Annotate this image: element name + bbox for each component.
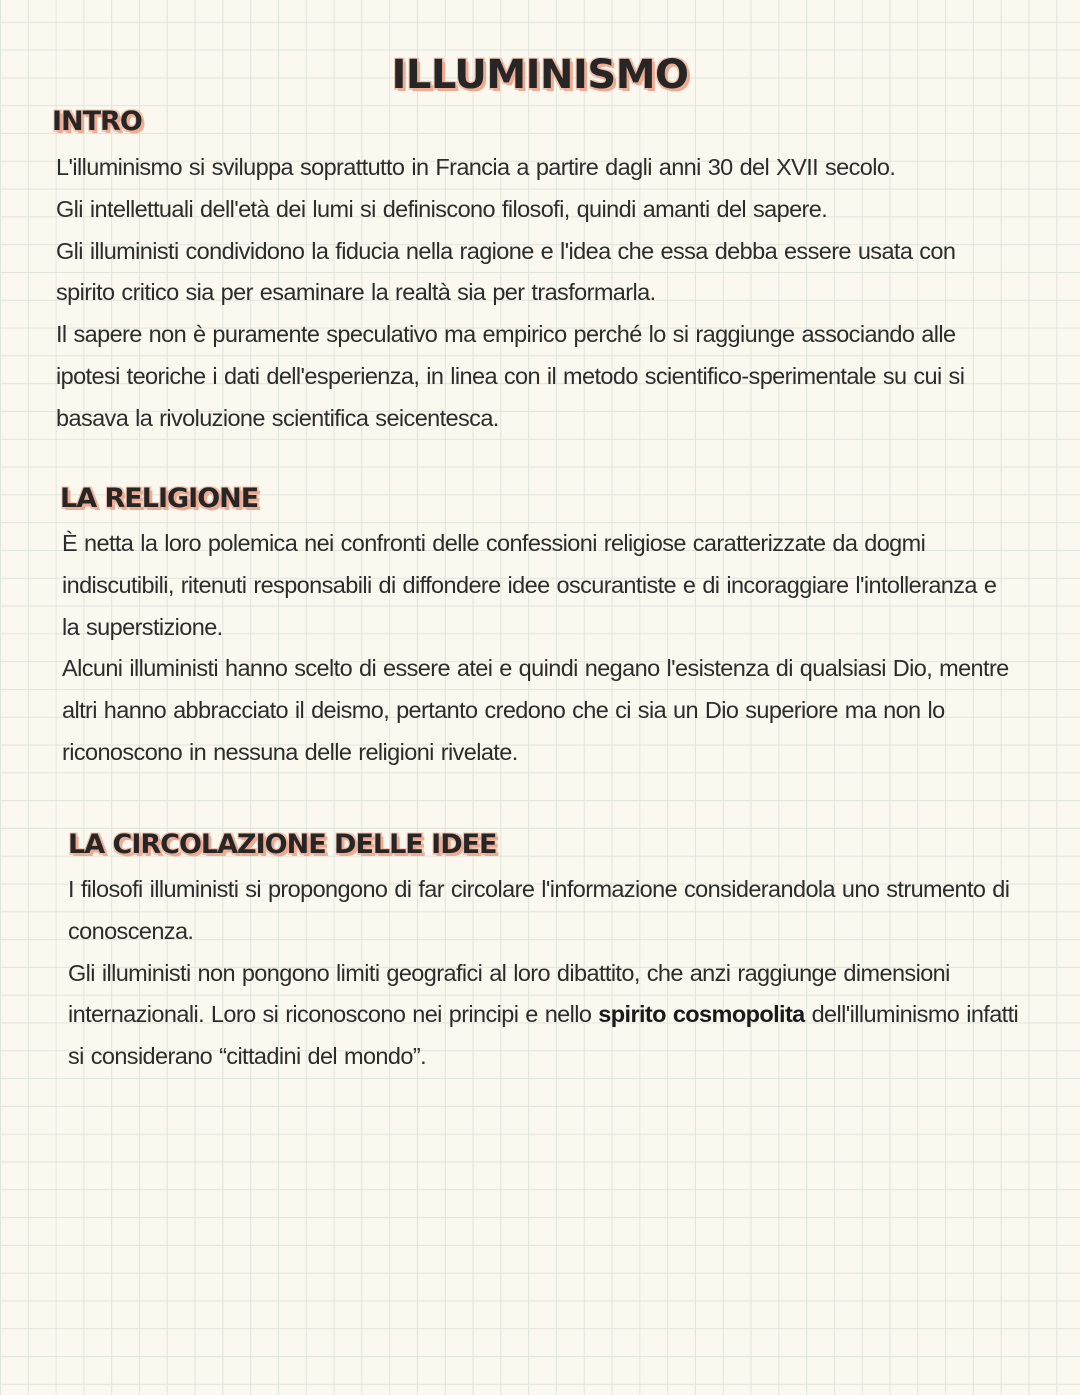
text-line: conoscenza. (68, 917, 194, 944)
text-line: indiscutibili, ritenuti responsabili di diffondere idee oscurantiste e di incoraggiare l'intolleranza e (62, 571, 997, 598)
section-heading-text: LA RELIGIONE (60, 483, 259, 514)
page-title (0, 52, 1080, 98)
section-religione (60, 481, 1020, 774)
text-line: Gli illuministi non pongono limiti geografici al loro dibattito, che anzi raggiunge dimensioni (68, 959, 950, 986)
text-line: ipotesi teoriche i dati dell'esperienza, in linea con il metodo scientifico-sperimentale su cui si (56, 362, 965, 389)
text-fragment: dell'illuminismo infatti (804, 1001, 1019, 1028)
section-intro (52, 104, 1012, 440)
text-line (68, 994, 1028, 1036)
section-heading (60, 481, 1020, 516)
text-line: spirito critico sia per esaminare la realtà sia per trasformarla. (56, 279, 656, 306)
section-circolazione (68, 827, 1028, 1078)
text-line: Il sapere non è puramente speculativo ma empirico perché lo si raggiunge associando alle (56, 321, 956, 348)
section-heading-text: INTRO (52, 106, 142, 137)
bold-term: spirito cosmopolita (598, 1001, 805, 1028)
section-body (68, 869, 1028, 1078)
section-body (56, 147, 1012, 440)
text-fragment: internazionali. Loro si riconoscono nei principi e nello (68, 1001, 599, 1028)
text-line: L'illuminismo si sviluppa soprattutto in Francia a partire dagli anni 30 del XVII secolo. (56, 154, 896, 180)
text-line: Gli illuministi condividono la fiducia nella ragione e l'idea che essa debba essere usata con (56, 237, 956, 264)
section-heading-text: LA CIRCOLAZIONE DELLE IDEE (68, 829, 497, 860)
section-heading (68, 827, 1028, 862)
text-line: È netta la loro polemica nei confronti delle confessioni religiose caratterizzate da dogmi (62, 530, 926, 556)
text-line: altri hanno abbracciato il deismo, pertanto credono che ci sia un Dio superiore ma non lo (62, 697, 945, 724)
text-line: Gli intellettuali dell'età dei lumi si definiscono filosofi, quindi amanti del sapere. (56, 195, 828, 222)
text-line: la superstizione. (62, 613, 223, 640)
section-heading (52, 104, 1012, 139)
page-title-text: ILLUMINISMO (391, 52, 689, 98)
text-line: si considerano “cittadini del mondo”. (68, 1043, 426, 1070)
section-body (62, 523, 1020, 774)
text-line: Alcuni illuministi hanno scelto di essere atei e quindi negano l'esistenza di qualsiasi Dio, mentre (62, 655, 1009, 682)
text-line: riconoscono in nessuna delle religioni rivelate. (62, 738, 518, 765)
text-line: basava la rivoluzione scientifica seicentesca. (56, 404, 499, 431)
text-line: I filosofi illuministi si propongono di far circolare l'informazione considerandola uno strumento di (68, 876, 1010, 902)
